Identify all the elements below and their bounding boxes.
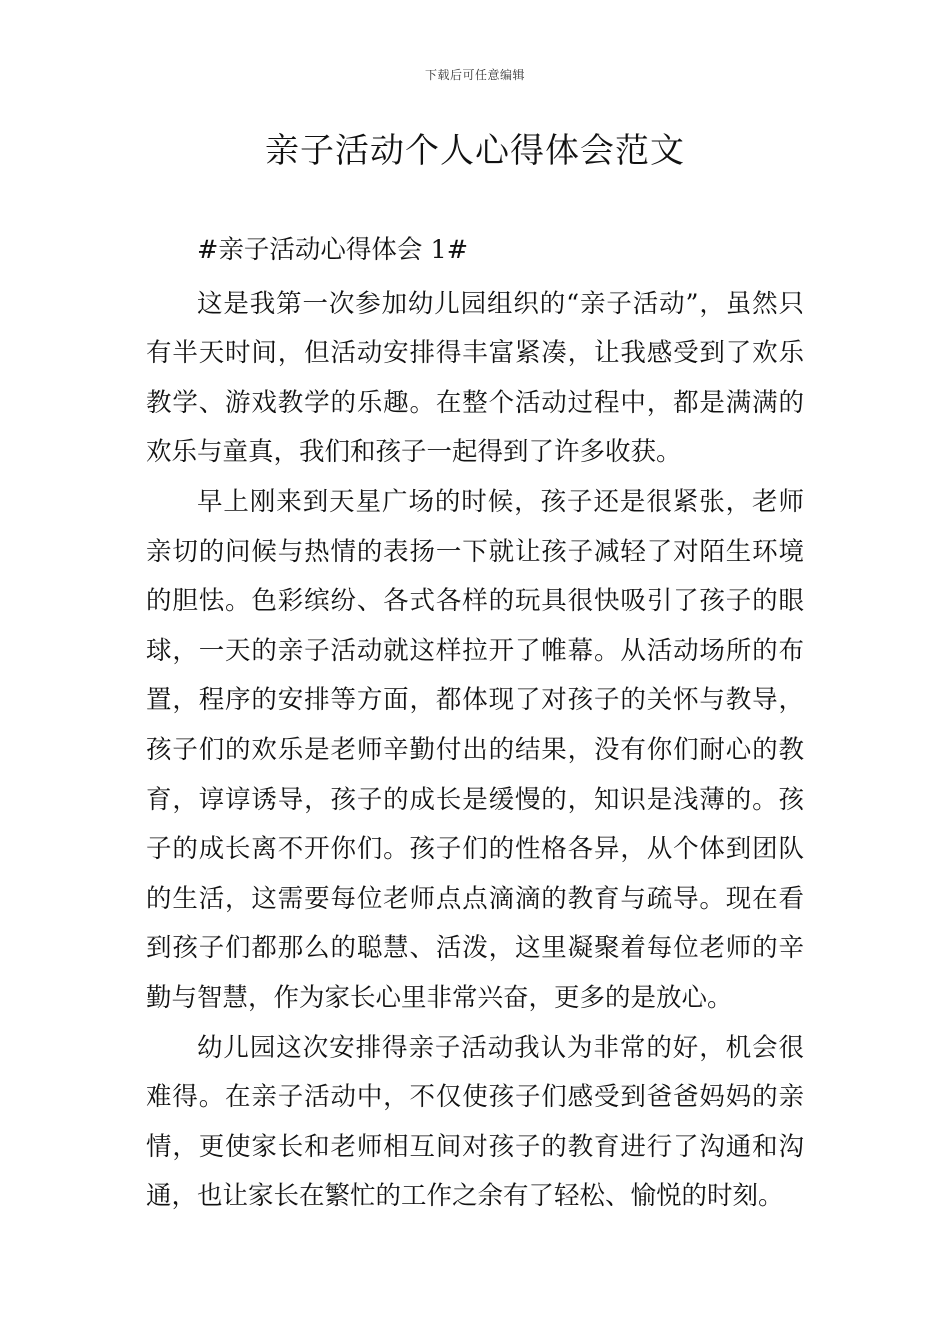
header-note: 下载后可任意编辑 [424, 68, 525, 82]
paragraph-1: 这是我第一次参加幼儿园组织的“亲子活动”，虽然只有半天时间，但活动安排得丰富紧凑，让我感受到了欢乐教学、游戏教学的乐趣。在整个活动过程中，都是满满的欢乐与童真，我们和孩子一起得到了许多收获。 [146, 288, 804, 468]
paragraph-3: 幼儿园这次安排得亲子活动我认为非常的好，机会很难得。在亲子活动中，不仅使孩子们感受到爸爸妈妈的亲情，更使家长和老师相互间对孩子的教育进行了沟通和沟通，也让家长在繁忙的工作之余有了轻松、愉悦的时刻。 [146, 1032, 804, 1212]
document-body [146, 226, 804, 1222]
section-heading: #亲子活动心得体会 1# [197, 235, 469, 265]
document-title: 亲子活动个人心得体会范文 [265, 131, 685, 171]
paragraph-2: 早上刚来到天星广场的时候，孩子还是很紧张，老师亲切的问候与热情的表扬一下就让孩子减轻了对陌生环境的胆怯。色彩缤纷、各式各样的玩具很快吸引了孩子的眼球，一天的亲子活动就这样拉开了帷幕。从活动场所的布置，程序的安排等方面，都体现了对孩子的关怀与教导，孩子们的欢乐是老师辛勤付出的结果，没有你们耐心的教育，谆谆诱导，孩子的成长是缓慢的，知识是浅薄的。孩子的成长离不开你们。孩子们的性格各异，从个体到团队的生活，这需要每位老师点点滴滴的教育与疏导。现在看到孩子们都那么的聪慧、活泼，这里凝聚着每位老师的辛勤与智慧，作为家长心里非常兴奋，更多的是放心。 [146, 486, 804, 1013]
